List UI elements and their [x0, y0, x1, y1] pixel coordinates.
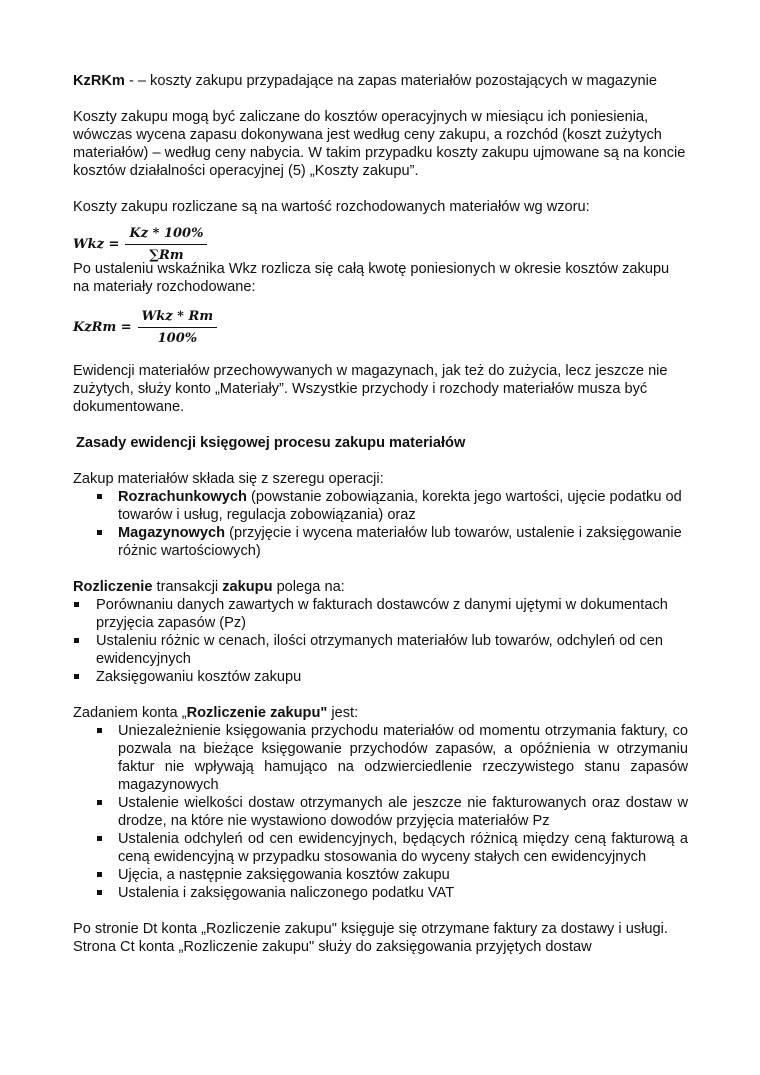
document-page	[73, 72, 688, 956]
formula-kzrm-lhs: KzRm =	[73, 320, 132, 335]
paragraph-materials-account: Ewidencji materiałów przechowywanych w magazynach, jak też do zużycia, lecz jeszcze nie zużytych, służy konto „Materiały”. Wszystkie przychody i rozchody materiałów musza być dokumentowane.	[73, 363, 668, 415]
list-item-bold: Magazynowych	[118, 525, 226, 541]
task-text: Zadaniem konta „	[73, 705, 187, 721]
list-item: Ustalenia odchyleń od cen ewidencyjnych, będących różnicą między ceną fakturową a ceną ewidencyjną w przypadku stosowania do wyceny stałych cen ewidencyjnych	[73, 830, 688, 866]
list-item-bold: Rozrachunkowych	[118, 489, 247, 505]
formula-wkz	[73, 226, 688, 263]
kzrkm-definition	[73, 72, 688, 90]
formula-wkz-lhs: Wkz =	[73, 237, 120, 252]
paragraph-formula-intro: Koszty zakupu rozliczane są na wartość rozchodowanych materiałów wg wzoru:	[73, 199, 590, 215]
settlement-text: polega na:	[272, 579, 345, 595]
list-item: Uniezależnienie księgowania przychodu materiałów od momentu otrzymania faktury, co pozwala na bieżące księgowanie przychodów zapasów, a opóźnienia w otrzymaniu faktur nie wpływają hamująco na odzwierciedlenie rzeczywistego stanu zapasów magazynowych	[73, 722, 688, 794]
formula-wkz-fraction	[125, 225, 207, 265]
formula-kzrm-numerator: Wkz * Rm	[138, 308, 217, 328]
paragraph-account-task	[73, 704, 688, 722]
list-item: Ujęcia, a następnie zaksięgowania kosztów zakupu	[73, 866, 688, 884]
list-item	[73, 488, 688, 524]
list-item: Ustalenie wielkości dostaw otrzymanych ale jeszcze nie fakturowanych oraz dostaw w drodze, na które nie wystawiono dowodów przyjęcia materiałów Pz	[73, 794, 688, 830]
list-item: Ustaleniu różnic w cenach, ilości otrzymanych materiałów lub towarów, odchyleń od cen ewidencyjnych	[73, 632, 688, 668]
paragraph-credit-side: Strona Ct konta „Rozliczenie zakupu" służy do zaksięgowania przyjętych dostaw	[73, 939, 592, 955]
formula-kzrm-fraction	[138, 308, 217, 348]
settlement-bold-term: Rozliczenie	[73, 579, 153, 595]
settlement-bold-term: zakupu	[222, 579, 273, 595]
paragraph-wkz-settlement: Po ustaleniu wskaźnika Wkz rozlicza się całą kwotę poniesionych w okresie kosztów zakupu na materiały rozchodowane:	[73, 261, 670, 295]
list-item: Zaksięgowaniu kosztów zakupu	[73, 668, 688, 686]
formula-wkz-numerator: Kz * 100%	[125, 225, 207, 245]
paragraph-debit-side: Po stronie Dt konta „Rozliczenie zakupu" księguje się otrzymane faktury za dostawy i usługi.	[73, 921, 668, 937]
settlement-text: transakcji	[152, 579, 223, 595]
paragraph-settlement-intro	[73, 578, 688, 596]
operations-list	[73, 488, 688, 560]
list-item: Ustalenia i zaksięgowania naliczonego podatku VAT	[73, 884, 688, 902]
paragraph-operations-intro: Zakup materiałów składa się z szeregu operacji:	[73, 471, 384, 487]
list-item: Porównaniu danych zawartych w fakturach dostawców z danymi ujętymi w dokumentach przyjęcia zapasów (Pz)	[73, 596, 688, 632]
formula-kzrm-denominator: 100%	[157, 331, 198, 346]
settlement-list	[73, 596, 688, 686]
task-bold-term: Rozliczenie zakupu"	[186, 705, 328, 721]
list-item-text: (przyjęcie i wycena materiałów lub towarów, ustalenie i zaksięgowanie różnic wartościowych)	[118, 525, 682, 559]
section-heading: Zasady ewidencji księgowej procesu zakupu materiałów	[76, 435, 466, 451]
kzrkm-term: KzRKm	[73, 73, 125, 89]
formula-kzrm	[73, 309, 688, 346]
task-list	[73, 722, 688, 902]
list-item-text: (powstanie zobowiązania, korekta jego wartości, ujęcie podatku od towarów i usług, regulacja zobowiązania) oraz	[118, 489, 682, 523]
formula-wkz-denominator: ∑Rm	[149, 248, 184, 263]
task-text: jest:	[327, 705, 359, 721]
list-item	[73, 524, 688, 560]
kzrkm-text: - – koszty zakupu przypadające na zapas materiałów pozostających w magazynie	[124, 73, 658, 89]
paragraph-costs-operational: Koszty zakupu mogą być zaliczane do kosztów operacyjnych w miesiącu ich poniesienia, wówczas wycena zapasu dokonywana jest według ceny zakupu, a rozchód (koszt zużytych materiałów) – według ceny nabycia. W takim przypadku koszty zakupu ujmowane są na koncie kosztów działalności operacyjnej (5) „Koszty zakupu”.	[73, 109, 686, 179]
